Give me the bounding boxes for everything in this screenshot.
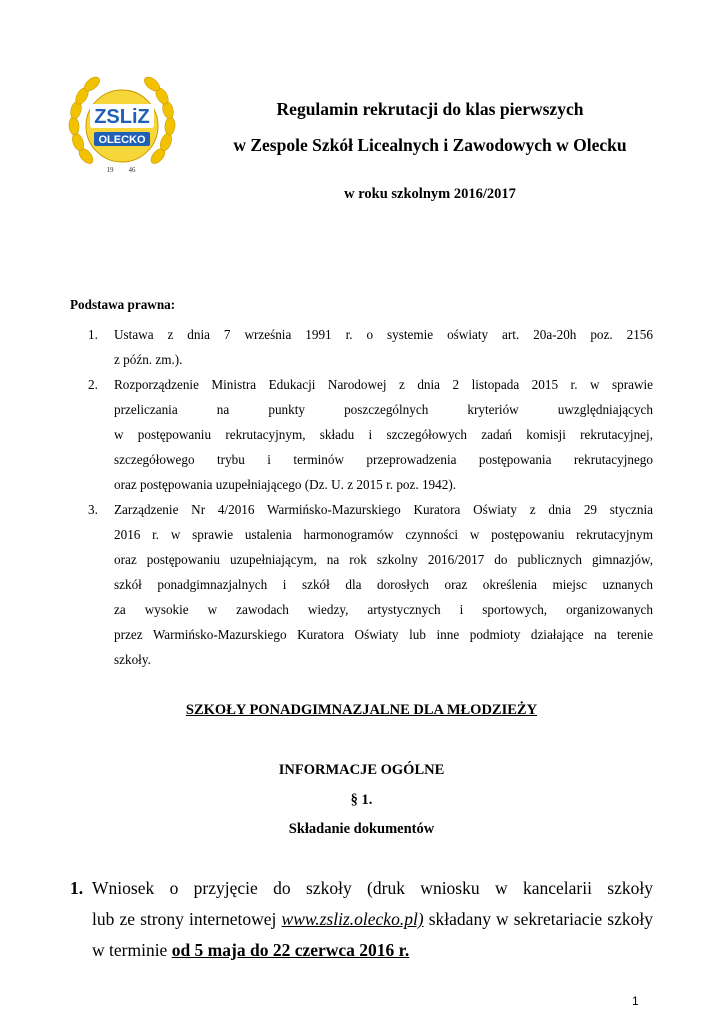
item-number: 2. xyxy=(88,377,98,392)
item-number: 1. xyxy=(88,327,98,342)
info-heading: INFORMACJE OGÓLNE xyxy=(278,762,445,778)
item-line: z późn. zm.). xyxy=(114,352,183,367)
item-line: przeliczania na punkty poszczególnych kryteriów uwzględniających xyxy=(114,402,653,417)
point-line xyxy=(92,904,653,935)
logo-city: OLECKO xyxy=(98,134,146,146)
legal-basis-item xyxy=(70,497,653,672)
item-line: przez Warmińsko-Mazurskiego Kuratora Oświaty lub inne podmioty działające na terenie xyxy=(114,627,653,642)
legal-basis-item xyxy=(70,322,653,372)
logo-text: ZSLiZ xyxy=(94,106,150,128)
website-link[interactable]: www.zsliz.olecko.pl) xyxy=(281,909,424,929)
item-line: szkół ponadgimnazjalnych i szkół dla dorosłych oraz określenia miejsc uznanych xyxy=(114,577,653,592)
point-number: 1. xyxy=(70,878,84,898)
item-line: szczegółowego trybu i terminów przeprowadzenia postępowania rekrutacyjnego xyxy=(114,452,653,467)
schools-heading: SZKOŁY PONADGIMNAZJALNE DLA MŁODZIEŻY xyxy=(185,702,538,718)
point-line: Wniosek o przyjęcie do szkoły (druk wniosku w kancelarii szkoły xyxy=(92,878,653,898)
item-line: w postępowaniu rekrutacyjnym, składu i szczegółowych zadań komisji rekrutacyjnej, xyxy=(114,427,653,442)
point-1 xyxy=(70,873,653,966)
item-line: Ustawa z dnia 7 września 1991 r. o systemie oświaty art. 20a-20h poz. 2156 xyxy=(114,327,653,342)
legal-basis-item xyxy=(70,372,653,497)
logo-year-left: 19 xyxy=(106,166,114,174)
logo-year-right: 46 xyxy=(128,166,136,174)
point-text: lub ze strony internetowej xyxy=(92,909,282,929)
deadline-text: od 5 maja do 22 czerwca 2016 r. xyxy=(171,940,410,960)
point-text: w terminie xyxy=(92,940,172,960)
point-text: składany w sekretariacie szkoły xyxy=(423,909,653,929)
school-year: w roku szkolnym 2016/2017 xyxy=(344,186,516,202)
page-number: 1 xyxy=(632,994,639,1008)
paragraph-number: § 1. xyxy=(350,792,373,808)
item-line: Zarządzenie Nr 4/2016 Warmińsko-Mazurskiego Kuratora Oświaty z dnia 29 stycznia xyxy=(114,502,653,517)
school-logo xyxy=(66,68,178,180)
item-line: oraz postępowania uzupełniającego (Dz. U. z 2015 r. poz. 1942). xyxy=(114,477,457,492)
item-line: szkoły. xyxy=(114,652,151,667)
item-line: 2016 r. w sprawie ustalenia harmonogramów czynności w postępowaniu rekrutacyjnym xyxy=(114,527,653,542)
item-line: za wysokie w zawodach wiedzy, artystycznych i sportowych, organizowanych xyxy=(114,602,653,617)
item-line: Rozporządzenie Ministra Edukacji Narodowej z dnia 2 listopada 2015 r. w sprawie xyxy=(114,377,653,392)
item-line: oraz postępowaniu uzupełniającym, na rok szkolny 2016/2017 do publicznych gimnazjów, xyxy=(114,552,653,567)
point-line xyxy=(92,935,653,966)
document-title-line2: w Zespole Szkół Licealnych i Zawodowych w Olecku xyxy=(233,135,627,155)
section-subheading: Składanie dokumentów xyxy=(288,821,435,837)
item-number: 3. xyxy=(88,502,98,517)
legal-basis-list xyxy=(70,322,653,672)
legal-basis-heading: Podstawa prawna: xyxy=(70,297,176,312)
document-title-line1: Regulamin rekrutacji do klas pierwszych xyxy=(276,99,584,119)
